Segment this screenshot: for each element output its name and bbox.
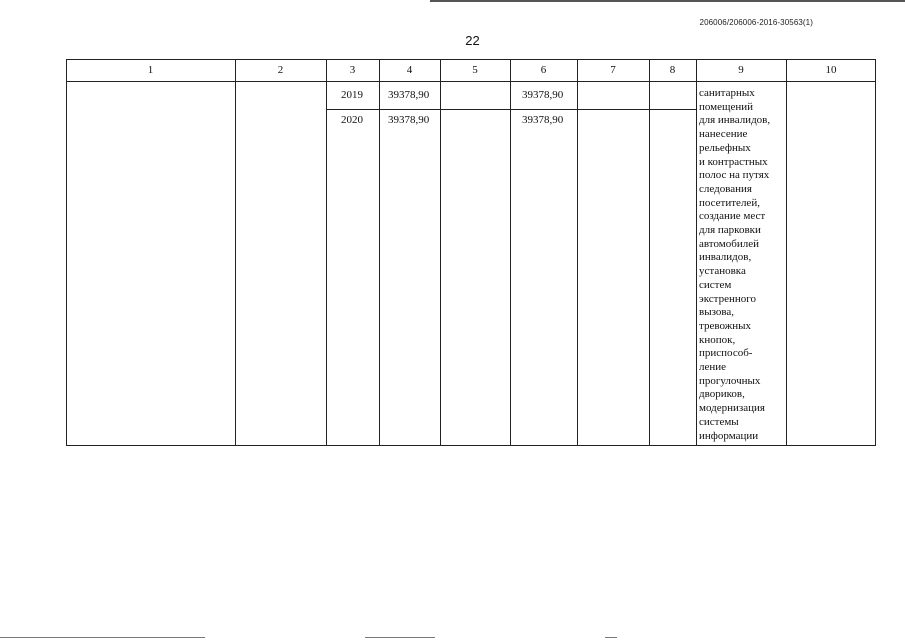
header-col-1: 1: [66, 59, 236, 81]
row-2-col4: 39378,90: [388, 114, 430, 126]
col-divider: [577, 81, 578, 446]
data-table: [66, 59, 876, 446]
row-2-year: 2020: [341, 114, 363, 126]
header-col-5: 5: [440, 59, 511, 81]
page-number: 22: [465, 33, 480, 48]
header-col-6: 6: [510, 59, 578, 81]
header-bottom-line: [66, 81, 876, 82]
col-divider: [326, 81, 327, 446]
col-divider: [440, 81, 441, 446]
col-divider: [379, 81, 380, 446]
header-col-8: 8: [649, 59, 697, 81]
header-col-10: 10: [825, 64, 837, 76]
scan-mark: [605, 637, 617, 638]
scan-mark: [0, 637, 205, 638]
header-col-4: 4: [379, 59, 441, 81]
row-1-col6: 39378,90: [522, 89, 564, 101]
header-col-3: 3: [326, 59, 380, 81]
col-divider: [510, 81, 511, 446]
scan-mark: [365, 637, 435, 638]
top-scan-rule: [430, 0, 905, 2]
header-col-2: 2: [235, 59, 327, 81]
document-code: 206006/206006-2016-30563(1): [699, 18, 813, 27]
row-1-year: 2019: [341, 89, 363, 101]
col-divider: [649, 81, 650, 446]
row-1-col4: 39378,90: [388, 89, 430, 101]
col-divider: [696, 81, 697, 446]
col-9-description: санитарных помещений для инвалидов, нанесение рельефных и контрастных полос на путях следования посетителей, создание мест для парковки автомобилей инвалидов, установка систем экстренного вызова, тревожных кнопок, приспособ- ление прогулочных двориков, модернизация системы информации: [699, 87, 771, 442]
header-col-7: 7: [577, 59, 650, 81]
header-col-9: 9: [696, 59, 787, 81]
col-divider: [235, 81, 236, 446]
row-2-col6: 39378,90: [522, 114, 564, 126]
row-separator: [326, 109, 696, 110]
